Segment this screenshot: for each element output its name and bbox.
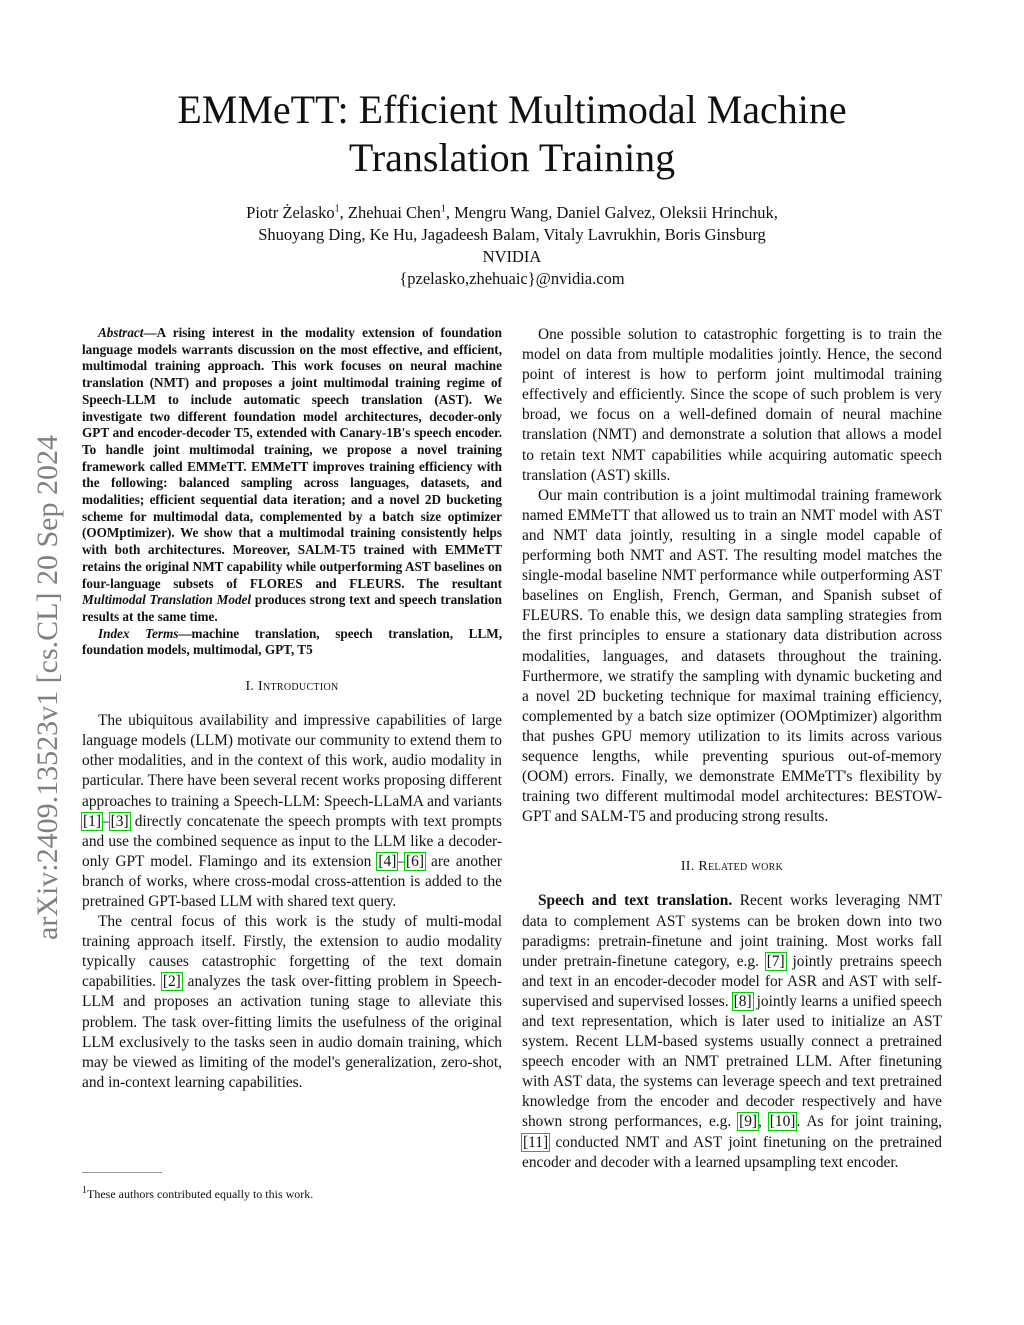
left-column bbox=[82, 325, 502, 1093]
abstract-text-end: produces strong text and speech translation results at the same time. bbox=[82, 592, 502, 624]
author-block bbox=[0, 202, 1024, 290]
intro-paragraph-3: One possible solution to catastrophic forgetting is to train the model on data from multiple modalities jointly. Hence, the second point of interest is how to perform joint multimodal training effectively and efficiently. Since the scope of such problem is very broad, we focus on a well-defined domain of neural machine translation (NMT) and demonstrate a solution that allows a model to retain text NMT capabilities while acquiring automatic speech translation (AST) skills. bbox=[522, 326, 942, 484]
citation-link[interactable]: [2] bbox=[162, 973, 181, 991]
author-mark: 1 bbox=[440, 203, 446, 215]
affiliation: NVIDIA bbox=[482, 247, 542, 266]
paragraph-text: jointly pretrains speech and text in an encoder-decoder model for ASR and AST with self-supervised and supervised losses. bbox=[522, 952, 942, 1010]
author-line-2: Shuoyang Ding, Ke Hu, Jagadeesh Balam, Vitaly Lavrukhin, Boris Ginsburg bbox=[258, 225, 766, 244]
citation-link[interactable]: [8] bbox=[733, 992, 752, 1010]
paragraph-text: directly concatenate the speech prompts with text prompts and use the combined sequence as input to the LLM like a decoder-only GPT model. Flamingo and its extension bbox=[82, 812, 502, 870]
citation-dash: – bbox=[101, 812, 110, 830]
footnote-text: These authors contributed equally to this work. bbox=[87, 1187, 314, 1201]
arxiv-stamp: arXiv:2409.13523v1 [cs.CL] 20 Sep 2024 bbox=[31, 435, 64, 940]
title-line-1: EMMeTT: Efficient Multimodal Machine bbox=[177, 87, 847, 132]
paragraph-text: are another branch of works, where cross-modal cross-attention is added to the pretrained GPT-based LLM with shared text query. bbox=[82, 852, 502, 910]
intro-paragraph-4: Our main contribution is a joint multimodal training framework named EMMeTT that allowed us to train an NMT model with AST and NMT data jointly, resulting in a single model capable of performing both NMT and AST. The resulting model matches the single-modal baseline NMT performance while outperforming AST baselines on English, French, German, and Spanish subset of FLEURS. To enable this, we design data sampling strategies from the first principles to ensure a stationary data distribution across modalities, languages, and datasets throughout the training. Furthermore, we stratify the sampling with dynamic bucketing and a novel 2D bucketing technique for maximal training efficiency, complemented by a batch size optimizer (OOMptimizer) algorithm that pushes GPU memory utilization to its limits across various sequence lengths, while preventing spurious out-of-memory (OOM) errors. Finally, we demonstrate EMMeTT's flexibility by training two different multimodal model architectures: BESTOW-GPT and SALM-T5 and producing strong results. bbox=[522, 486, 942, 826]
index-terms-lead: Index Terms bbox=[98, 625, 179, 641]
footnote bbox=[82, 1186, 502, 1202]
intro-paragraph-2 bbox=[82, 912, 502, 1093]
abstract-lead: Abstract bbox=[98, 325, 144, 340]
citation-link[interactable]: [6] bbox=[406, 852, 424, 870]
citation-link[interactable]: [9] bbox=[739, 1113, 758, 1131]
author-email: {pzelasko,zhehuaic}@nvidia.com bbox=[399, 269, 625, 288]
index-terms-text: —machine translation, speech translation, LLM, foundation models, multimodal, GPT, T5 bbox=[82, 625, 502, 658]
citation-dash: – bbox=[397, 852, 406, 870]
paper-title bbox=[0, 86, 1024, 182]
paragraph-text: conducted NMT and AST joint finetuning on the pretrained encoder and decoder with a learned upsampling text encoder. bbox=[522, 1133, 942, 1171]
index-terms bbox=[82, 626, 502, 659]
paragraph-text: . As for joint training, bbox=[796, 1113, 943, 1131]
paragraph-text: Recent works leveraging NMT data to complement AST systems can be broken down into two paradigms: pretrain-finetune and joint training. Most works fall under pretrain-finetune category, e.g. bbox=[522, 892, 942, 970]
citation-link[interactable]: [11] bbox=[523, 1133, 549, 1151]
section-heading-related-work: II. Related work bbox=[680, 859, 784, 875]
author-mark: 1 bbox=[334, 203, 340, 215]
paragraph-text: The ubiquitous availability and impressive capabilities of large language models (LLM) motivate our community to extend them to other modalities, and in the context of this work, audio modality in particular. There have been several recent works proposing different approaches to training a Speech-LLM: Speech-LLaMA and variants bbox=[82, 712, 502, 810]
footnote-rule bbox=[82, 1172, 162, 1173]
citation-link[interactable]: [4] bbox=[378, 852, 397, 870]
intro-paragraph-1 bbox=[82, 711, 502, 912]
abstract bbox=[82, 325, 502, 626]
citation-link[interactable]: [1] bbox=[83, 812, 101, 830]
author-names: , Mengru Wang, Daniel Galvez, Oleksii Hrinchuk, bbox=[445, 203, 778, 222]
author-name: Piotr Żelasko bbox=[246, 203, 335, 222]
section-heading-introduction: I. Introduction bbox=[245, 679, 339, 695]
paragraph-text: analyzes the task over-fitting problem in Speech-LLM and proposes an activation tuning stage to alleviate this problem. The task over-fitting limits the usefulness of the original LLM exclusively to the tasks seen in audio domain training, which may be viewed as limiting of the model's generalization, zero-shot, and in-context learning capabilities. bbox=[82, 973, 503, 1091]
right-column bbox=[522, 325, 942, 1173]
title-line-2: Translation Training bbox=[348, 135, 676, 180]
citation-link[interactable]: [10] bbox=[769, 1113, 796, 1131]
paragraph-run-in-heading: Speech and text translation. bbox=[538, 892, 733, 910]
author-line-1 bbox=[0, 202, 1024, 224]
abstract-italic: Multimodal Translation Model bbox=[82, 592, 252, 608]
paragraph-text: The central focus of this work is the study of multi-modal training approach itself. Firstly, the extension to audio modality typically causes catastrophic forgetting of the text domain capabilities. bbox=[82, 913, 502, 991]
citation-link[interactable]: [3] bbox=[110, 812, 129, 830]
abstract-text: —A rising interest in the modality extension of foundation language models warrants discussion on the most effective, and efficient, multimodal training approach. This work focuses on neural machine translation (NMT) and proposes a joint multimodal training regime of Speech-LLM to include automatic speech translation (AST). We investigate two different foundation model architectures, decoder-only GPT and encoder-decoder T5, extended with Canary-1B's speech encoder. To handle joint multimodal training, we propose a novel training framework called EMMeTT. EMMeTT improves training efficiency with the following: balanced sampling across languages, datasets, and modalities; efficient sequential data iteration; and a novel 2D bucketing scheme for multimodal data, complemented by a batch size optimizer (OOMptimizer). We show that a multimodal training consistently helps with both architectures. Moreover, SALM-T5 trained with EMMeTT retains the original NMT capability while outperforming AST baselines on four-language subsets of FLORES and FLEURS. The resultant bbox=[82, 325, 502, 591]
citation-link[interactable]: [7] bbox=[766, 952, 785, 970]
paragraph-text: , bbox=[758, 1113, 769, 1131]
related-paragraph-1 bbox=[522, 891, 942, 1172]
author-name: , Zhehuai Chen bbox=[339, 203, 441, 222]
paragraph-text: jointly learns a unified speech and text representation, which is later used to initialize an AST system. Recent LLM-based systems usually connect a pretrained speech encoder with an NMT pretrained LLM. After finetuning with AST data, the systems can leverage speech and text pretrained knowledge from the encoder and decoder respectively and have shown strong performances, e.g. bbox=[522, 992, 942, 1131]
footnote-mark: 1 bbox=[82, 1185, 87, 1196]
